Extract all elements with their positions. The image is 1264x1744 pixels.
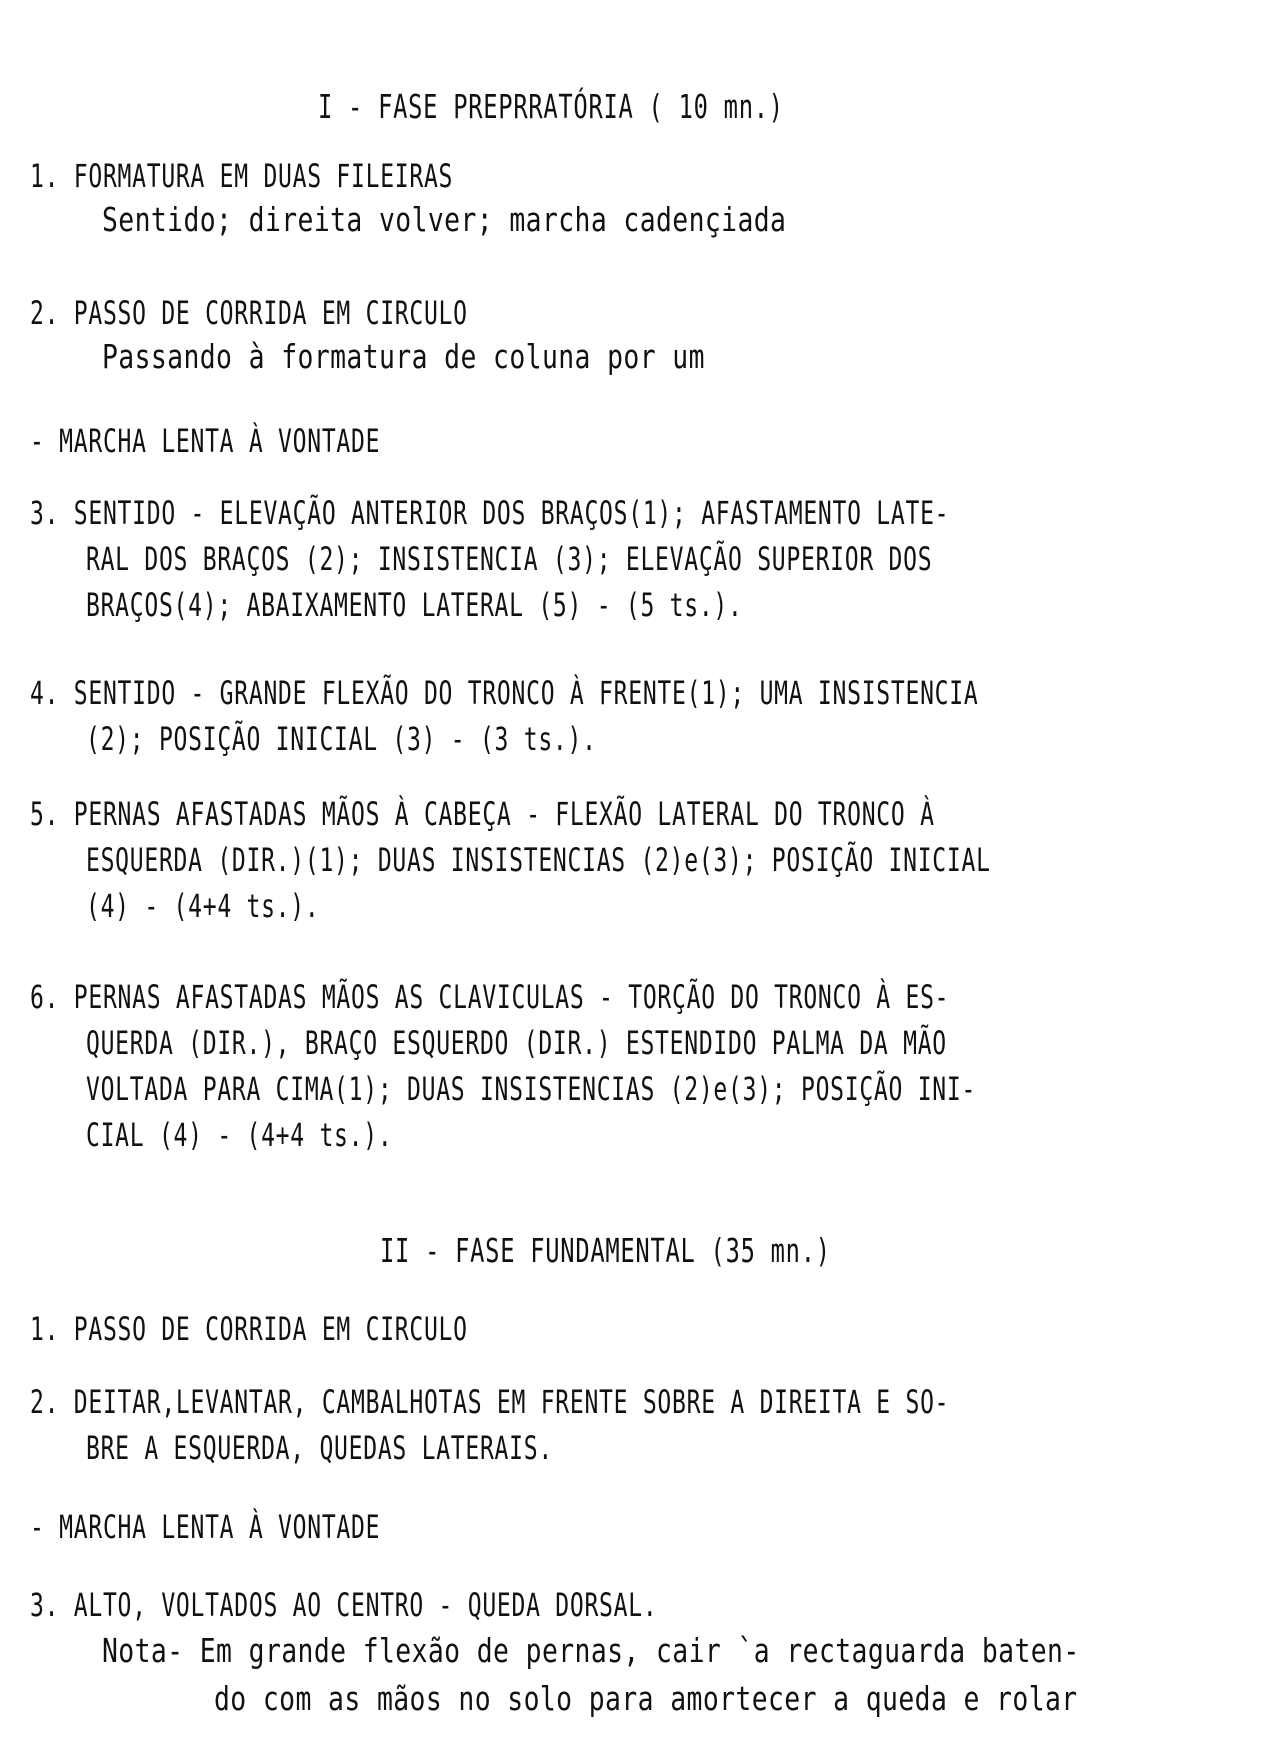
item-6-line-3: VOLTADA PARA CIMA(1); DUAS INSISTENCIAS (2)e(3); POSIÇÃO INI-: [86, 1070, 977, 1108]
item-5-line-1: 5. PERNAS AFASTADAS MÃOS À CABEÇA - FLEXÃO LATERAL DO TRONCO À: [30, 795, 935, 833]
item-5-line-2: ESQUERDA (DIR.)(1); DUAS INSISTENCIAS (2)e(3); POSIÇÃO INICIAL: [86, 841, 991, 879]
section-heading-preparatoria: I - FASE PREPRRATÓRIA ( 10 mn.): [318, 87, 784, 126]
fund-item-3-note-line-2: do com as mãos no solo para amortecer a queda e rolar: [214, 1679, 1078, 1718]
item-4-line-1: 4. SENTIDO - GRANDE FLEXÃO DO TRONCO À FRENTE(1); UMA INSISTENCIA: [30, 674, 979, 712]
item-1-subtext: Sentido; direita volver; marcha cadençiada: [102, 200, 787, 239]
fund-item-3-note-line-1: Nota- Em grande flexão de pernas, cair `a rectaguarda baten-: [102, 1631, 1080, 1670]
item-3-line-2: RAL DOS BRAÇOS (2); INSISTENCIA (3); ELEVAÇÃO SUPERIOR DOS: [86, 540, 933, 578]
item-1-title: 1. FORMATURA EM DUAS FILEIRAS: [30, 157, 454, 195]
item-3-line-1: 3. SENTIDO - ELEVAÇÃO ANTERIOR DOS BRAÇOS(1); AFASTAMENTO LATE-: [30, 494, 950, 532]
item-6-line-2: QUERDA (DIR.), BRAÇO ESQUERDO (DIR.) ESTENDIDO PALMA DA MÃO: [86, 1024, 947, 1062]
item-2-title: 2. PASSO DE CORRIDA EM CIRCULO: [30, 294, 468, 332]
item-3-line-3: BRAÇOS(4); ABAIXAMENTO LATERAL (5) - (5 ts.).: [86, 586, 743, 624]
fund-item-1-title: 1. PASSO DE CORRIDA EM CIRCULO: [30, 1310, 468, 1348]
section-heading-fundamental: II - FASE FUNDAMENTAL (35 mn.): [380, 1231, 831, 1270]
item-6-line-1: 6. PERNAS AFASTADAS MÃOS AS CLAVICULAS - TORÇÃO DO TRONCO À ES-: [30, 978, 950, 1016]
item-5-line-3: (4) - (4+4 ts.).: [86, 887, 320, 925]
item-2-subtext: Passando à formatura de coluna por um: [102, 337, 705, 376]
marcha-lenta-line-2: - MARCHA LENTA À VONTADE: [30, 1508, 381, 1546]
item-4-line-2: (2); POSIÇÃO INICIAL (3) - (3 ts.).: [86, 720, 597, 758]
fund-item-2-line-1: 2. DEITAR,LEVANTAR, CAMBALHOTAS EM FRENTE SOBRE A DIREITA E SO-: [30, 1383, 950, 1421]
fund-item-2-line-2: BRE A ESQUERDA, QUEDAS LATERAIS.: [86, 1429, 553, 1467]
item-6-line-4: CIAL (4) - (4+4 ts.).: [86, 1116, 393, 1154]
fund-item-3-title: 3. ALTO, VOLTADOS AO CENTRO - QUEDA DORSAL.: [30, 1586, 658, 1624]
marcha-lenta-line-1: - MARCHA LENTA À VONTADE: [30, 422, 381, 460]
